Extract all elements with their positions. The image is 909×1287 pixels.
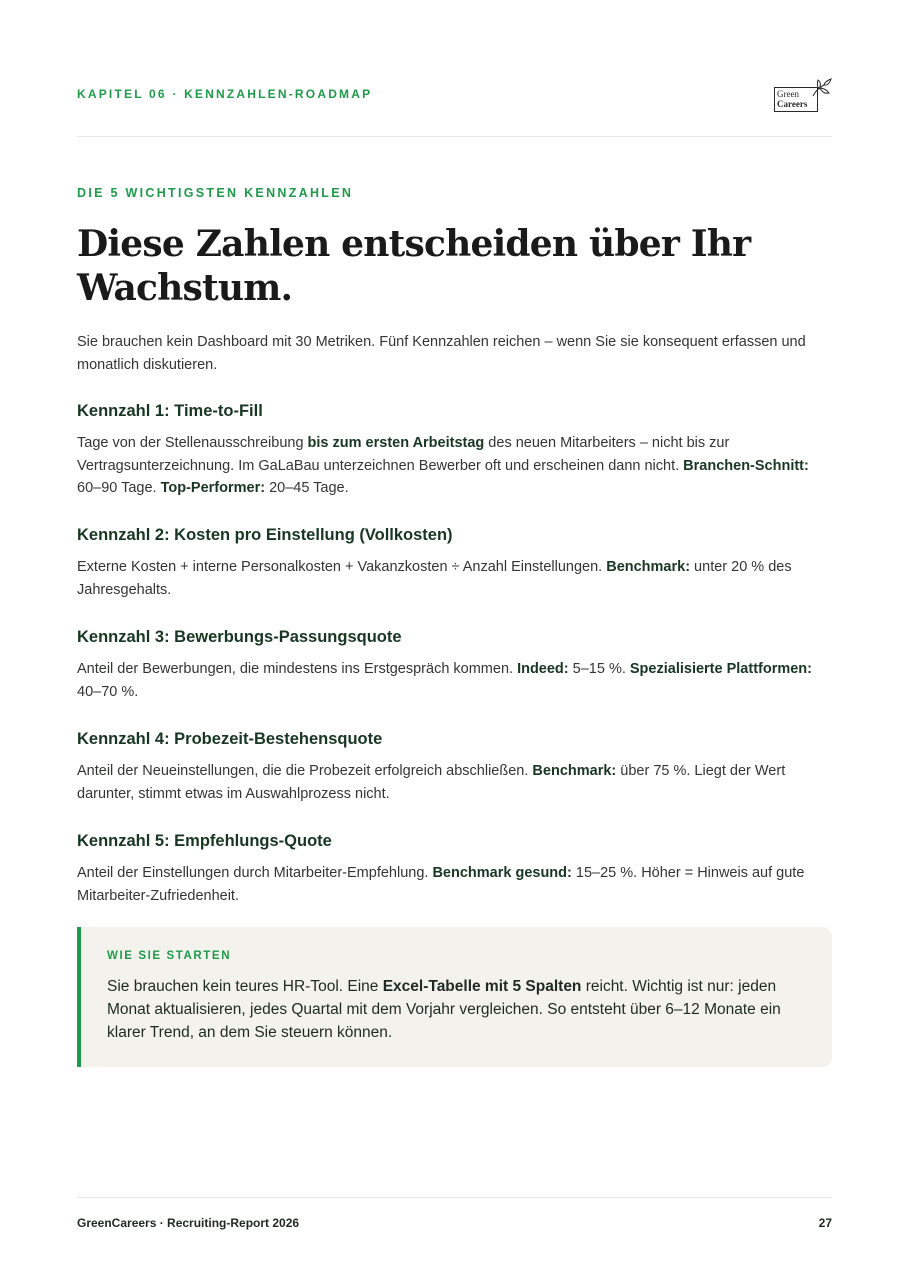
emphasis-text: Excel-Tabelle mit 5 Spalten — [382, 978, 582, 995]
kennzahl-text — [77, 432, 832, 500]
emphasis-text: Top-Performer: — [160, 480, 266, 496]
kennzahl-text — [77, 658, 832, 703]
kennzahl-heading: Kennzahl 2: Kosten pro Einstellung (Vollkosten) — [77, 526, 453, 544]
chapter-label: KAPITEL 06 · KENNZAHLEN-ROADMAP — [77, 87, 373, 101]
body-text: reicht. Wichtig ist nur: jeden Monat aktualisieren, jedes Quartal mit dem Vorjahr vergleichen. So entsteht über 6–12 Monate ein klarer Trend, an dem Sie steuern können. — [107, 978, 781, 1041]
emphasis-text: bis zum ersten Arbeitstag — [307, 435, 485, 451]
body-text: Anteil der Bewerbungen, die mindestens ins Erstgespräch kommen. — [77, 661, 518, 677]
body-text: Sie brauchen kein teures HR-Tool. Eine — [107, 978, 383, 995]
kennzahl-1 — [77, 400, 832, 500]
kennzahl-3 — [77, 626, 832, 703]
page-number: 27 — [818, 1216, 832, 1230]
kennzahl-text — [77, 556, 832, 601]
page-title: Diese Zahlen entscheiden über Ihr Wachstum. — [77, 223, 751, 309]
callout-box — [77, 927, 832, 1067]
callout-label: WIE SIE STARTEN — [107, 950, 232, 962]
kennzahl-text — [77, 760, 832, 805]
body-text: über 75 %. Liegt der Wert darunter, stimmt etwas im Auswahlprozess nicht. — [77, 763, 786, 802]
kennzahl-heading: Kennzahl 4: Probezeit-Bestehensquote — [77, 730, 383, 748]
emphasis-text: Indeed: — [517, 661, 569, 677]
body-text: unter 20 % des Jahresgehalts. — [77, 559, 792, 598]
greencareers-logo — [774, 78, 832, 112]
body-text: des neuen Mitarbeiters – nicht bis zur Vertragsunterzeichnung. Im GaLaBau unterzeichnen Bewerber oft und erscheinen dann nicht. — [77, 435, 730, 474]
page — [77, 0, 832, 1287]
body-text: Anteil der Neueinstellungen, die die Probezeit erfolgreich abschließen. — [77, 763, 533, 779]
kennzahl-2 — [77, 524, 832, 601]
logo-text-green: Green — [777, 89, 799, 99]
leaf-icon — [810, 78, 832, 100]
kennzahl-heading: Kennzahl 5: Empfehlungs-Quote — [77, 832, 332, 850]
footer-publication: GreenCareers · Recruiting-Report 2026 — [77, 1216, 300, 1230]
body-text: Anteil der Einstellungen durch Mitarbeiter-Empfehlung. — [77, 865, 433, 881]
emphasis-text: Spezialisierte Plattformen: — [629, 661, 812, 677]
kennzahl-text — [77, 862, 832, 907]
emphasis-text: Benchmark: — [606, 559, 691, 575]
emphasis-text: Benchmark: — [532, 763, 617, 779]
section-eyebrow: DIE 5 WICHTIGSTEN KENNZAHLEN — [77, 186, 354, 200]
kennzahl-4 — [77, 728, 832, 805]
intro-paragraph: Sie brauchen kein Dashboard mit 30 Metriken. Fünf Kennzahlen reichen – wenn Sie sie konsequent erfassen und monatlich diskutieren. — [77, 334, 806, 373]
page-header — [77, 78, 832, 137]
kennzahl-5 — [77, 830, 832, 907]
body-text: 5–15 %. — [568, 661, 630, 677]
body-text: 40–70 %. — [77, 683, 139, 700]
emphasis-text: Benchmark gesund: — [432, 865, 572, 881]
body-text: 20–45 Tage. — [265, 480, 349, 496]
emphasis-text: Branchen-Schnitt: — [683, 457, 809, 474]
body-text: 15–25 %. Höher = Hinweis auf gute Mitarbeiter-Zufriedenheit. — [77, 865, 805, 904]
kennzahl-heading: Kennzahl 1: Time-to-Fill — [77, 402, 263, 420]
kennzahl-heading: Kennzahl 3: Bewerbungs-Passungsquote — [77, 628, 402, 646]
body-text: Tage von der Stellenausschreibung — [77, 435, 308, 451]
body-text: Externe Kosten + interne Personalkosten + Vakanzkosten ÷ Anzahl Einstellungen. — [77, 559, 607, 575]
callout-text — [107, 975, 807, 1044]
page-footer — [77, 1197, 832, 1230]
body-text: 60–90 Tage. — [77, 480, 161, 496]
logo-text-careers: Careers — [777, 99, 808, 109]
